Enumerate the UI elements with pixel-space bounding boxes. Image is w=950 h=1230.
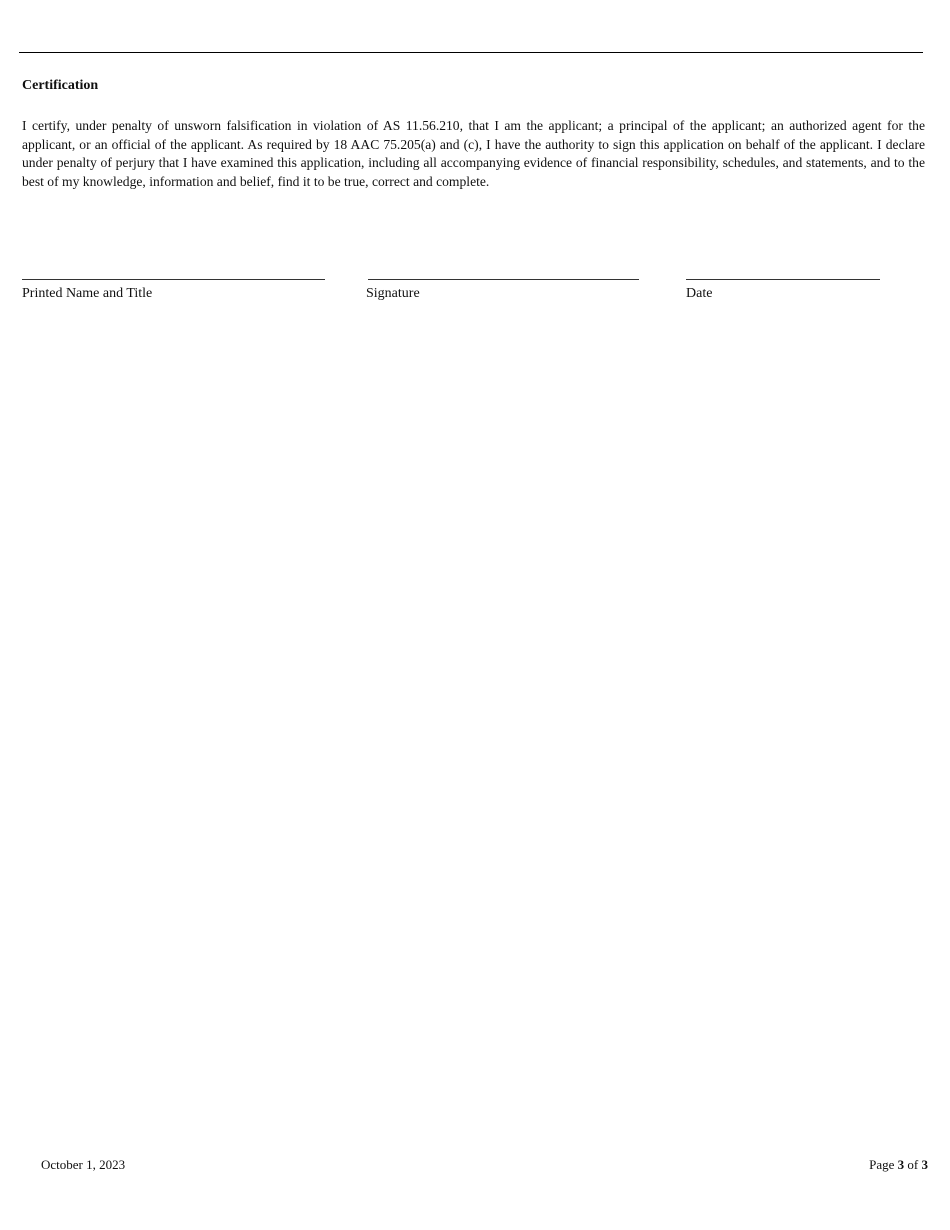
footer-revision-date: October 1, 2023: [41, 1157, 126, 1172]
name-title-signature-line[interactable]: [22, 279, 325, 280]
page-of: of: [907, 1157, 919, 1172]
footer-page-number: [869, 1157, 928, 1173]
signature-line[interactable]: [368, 279, 639, 280]
header-divider: [19, 52, 923, 53]
page-prefix: Page: [869, 1157, 895, 1172]
certification-statement: I certify, under penalty of unsworn falsification in violation of AS 11.56.210, that I am the applicant; a principal of the applicant; an authorized agent for the applicant, or an official of the applicant. As required by 18 AAC 75.205(a) and (c), I have the authority to sign this application on behalf of the applicant. I declare under penalty of perjury that I have examined this application, including all accompanying evidence of financial responsibility, schedules, and statements, and to the best of my knowledge, information and belief, find it to be true, correct and complete.: [22, 118, 925, 189]
page-total: 3: [921, 1157, 928, 1172]
date-label: Date: [686, 286, 713, 301]
name-title-label: Printed Name and Title: [22, 286, 153, 301]
section-heading: Certification: [22, 78, 99, 93]
signature-label: Signature: [366, 286, 420, 301]
date-signature-line[interactable]: [686, 279, 880, 280]
page-current: 3: [897, 1157, 905, 1172]
